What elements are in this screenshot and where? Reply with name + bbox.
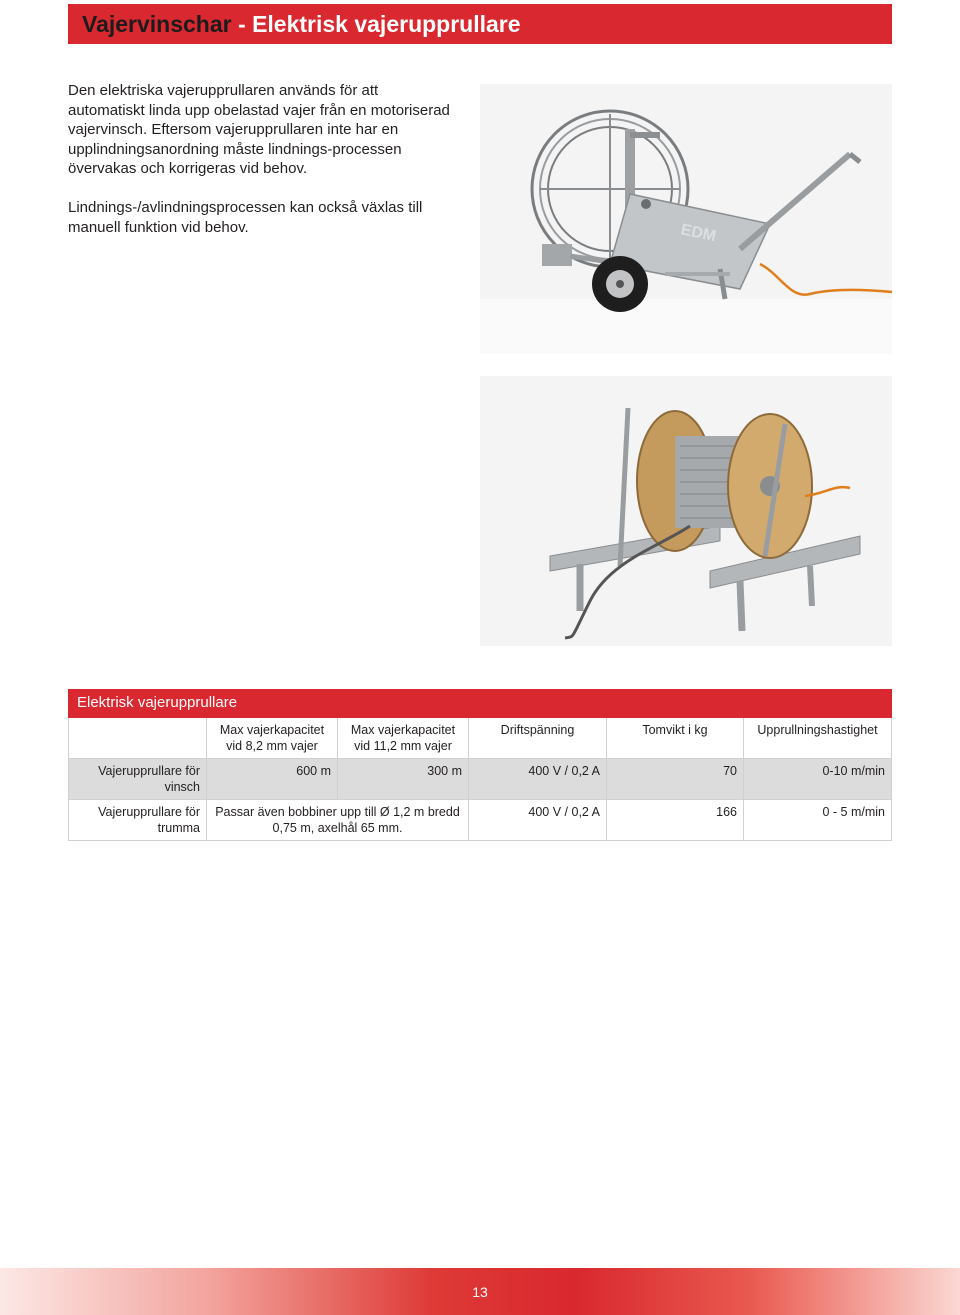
intro-paragraph-2: Lindnings-/avlindningsprocessen kan också växlas till manuell funktion vid behov.	[68, 199, 423, 236]
cell-capacity-11: 300 m	[338, 759, 469, 800]
table-header-empty	[69, 718, 207, 759]
title-separator: -	[231, 10, 253, 37]
cable-reel-winch-photo	[480, 84, 892, 354]
intro-paragraph: Den elektriska vajerupprullaren används för att automatiskt linda upp obelastad vajer från en motoriserad vajervinsch. Eftersom vajerupprullaren inte har en upplindningsanordning måste lindnings-processen övervakas och korrigeras vid behov.	[68, 82, 450, 178]
table-header-voltage: Driftspänning	[469, 718, 607, 759]
row-label: Vajerupprullare för trumma	[69, 800, 207, 841]
cell-weight: 166	[607, 800, 744, 841]
table-header-weight: Tomvikt i kg	[607, 718, 744, 759]
cell-voltage: 400 V / 0,2 A	[469, 800, 607, 841]
housing-logo: EDM	[679, 221, 718, 246]
table-header-speed: Upprullningshastighet	[744, 718, 892, 759]
page-number: 13	[472, 1284, 488, 1300]
table-row	[69, 759, 892, 800]
table-header-capacity-11: Max vajerkapacitet vid 11,2 mm vajer	[338, 718, 469, 759]
table-caption: Elektrisk vajerupprullare	[69, 690, 892, 718]
table-header-capacity-8: Max vajerkapacitet vid 8,2 mm vajer	[207, 718, 338, 759]
page-subtitle: Elektrisk vajerupprullare	[252, 10, 521, 37]
cell-weight: 70	[607, 759, 744, 800]
page-title: Vajervinschar	[82, 10, 232, 37]
cell-capacity-note: Passar även bobbiner upp till Ø 1,2 m bredd 0,75 m, axelhål 65 mm.	[207, 800, 469, 841]
page-title-bar	[68, 4, 892, 44]
table-row	[69, 800, 892, 841]
table-header-row	[69, 718, 892, 759]
cell-voltage: 400 V / 0,2 A	[469, 759, 607, 800]
cell-speed: 0 - 5 m/min	[744, 800, 892, 841]
cell-capacity-8: 600 m	[207, 759, 338, 800]
drum-reel-photo	[480, 376, 892, 646]
spec-table	[68, 689, 892, 841]
cell-speed: 0-10 m/min	[744, 759, 892, 800]
row-label: Vajerupprullare för vinsch	[69, 759, 207, 800]
